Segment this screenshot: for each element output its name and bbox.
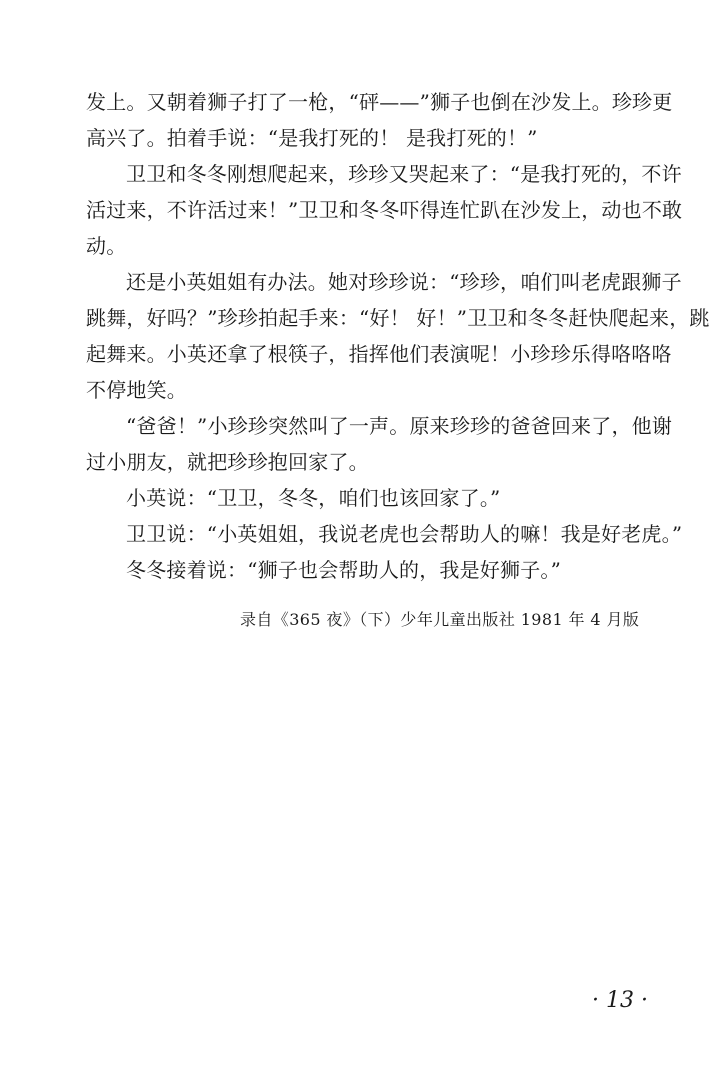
story-text xyxy=(86,84,710,588)
text-line: 卫卫和冬冬刚想爬起来，珍珍又哭起来了：“是我打死的，不许 xyxy=(126,162,682,186)
paragraph xyxy=(86,552,671,588)
page-number: · 13 · xyxy=(592,988,648,1013)
source-citation: 录自《365 夜》（下）少年儿童出版社 1981 年 4 月版 xyxy=(240,610,640,629)
text-line: “爸爸！”小珍珍突然叫了一声。原来珍珍的爸爸回来了，他谢 xyxy=(126,414,673,438)
paragraph xyxy=(86,156,683,264)
text-line: 过小朋友，就把珍珍抱回家了。 xyxy=(86,450,369,474)
text-line: 不停地笑。 xyxy=(86,378,187,402)
text-line: 高兴了。拍着手说：“是我打死的！ 是我打死的！” xyxy=(86,126,538,150)
paragraph xyxy=(86,264,710,408)
text-line: 起舞来。小英还拿了根筷子，指挥他们表演呢！小珍珍乐得咯咯咯 xyxy=(86,342,672,366)
paragraph xyxy=(86,516,683,552)
text-line: 还是小英姐姐有办法。她对珍珍说：“珍珍，咱们叫老虎跟狮子 xyxy=(126,270,682,294)
text-line: 冬冬接着说：“狮子也会帮助人的，我是好狮子。” xyxy=(126,558,562,582)
text-line: 小英说：“卫卫，冬冬，咱们也该回家了。” xyxy=(126,486,501,510)
text-line: 跳舞，好吗？”珍珍拍起手来：“好！ 好！”卫卫和冬冬赶快爬起来，跳 xyxy=(86,306,710,330)
paragraph xyxy=(86,480,671,516)
text-line: 卫卫说：“小英姐姐，我说老虎也会帮助人的嘛！我是好老虎。” xyxy=(126,522,683,546)
text-line: 活过来，不许活过来！”卫卫和冬冬吓得连忙趴在沙发上，动也不敢 xyxy=(86,198,683,222)
text-line: 动。 xyxy=(86,234,127,258)
paragraph xyxy=(86,408,671,480)
paragraph xyxy=(86,84,671,156)
text-line: 发上。又朝着狮子打了一枪，“砰——”狮子也倒在沙发上。珍珍更 xyxy=(86,90,673,114)
